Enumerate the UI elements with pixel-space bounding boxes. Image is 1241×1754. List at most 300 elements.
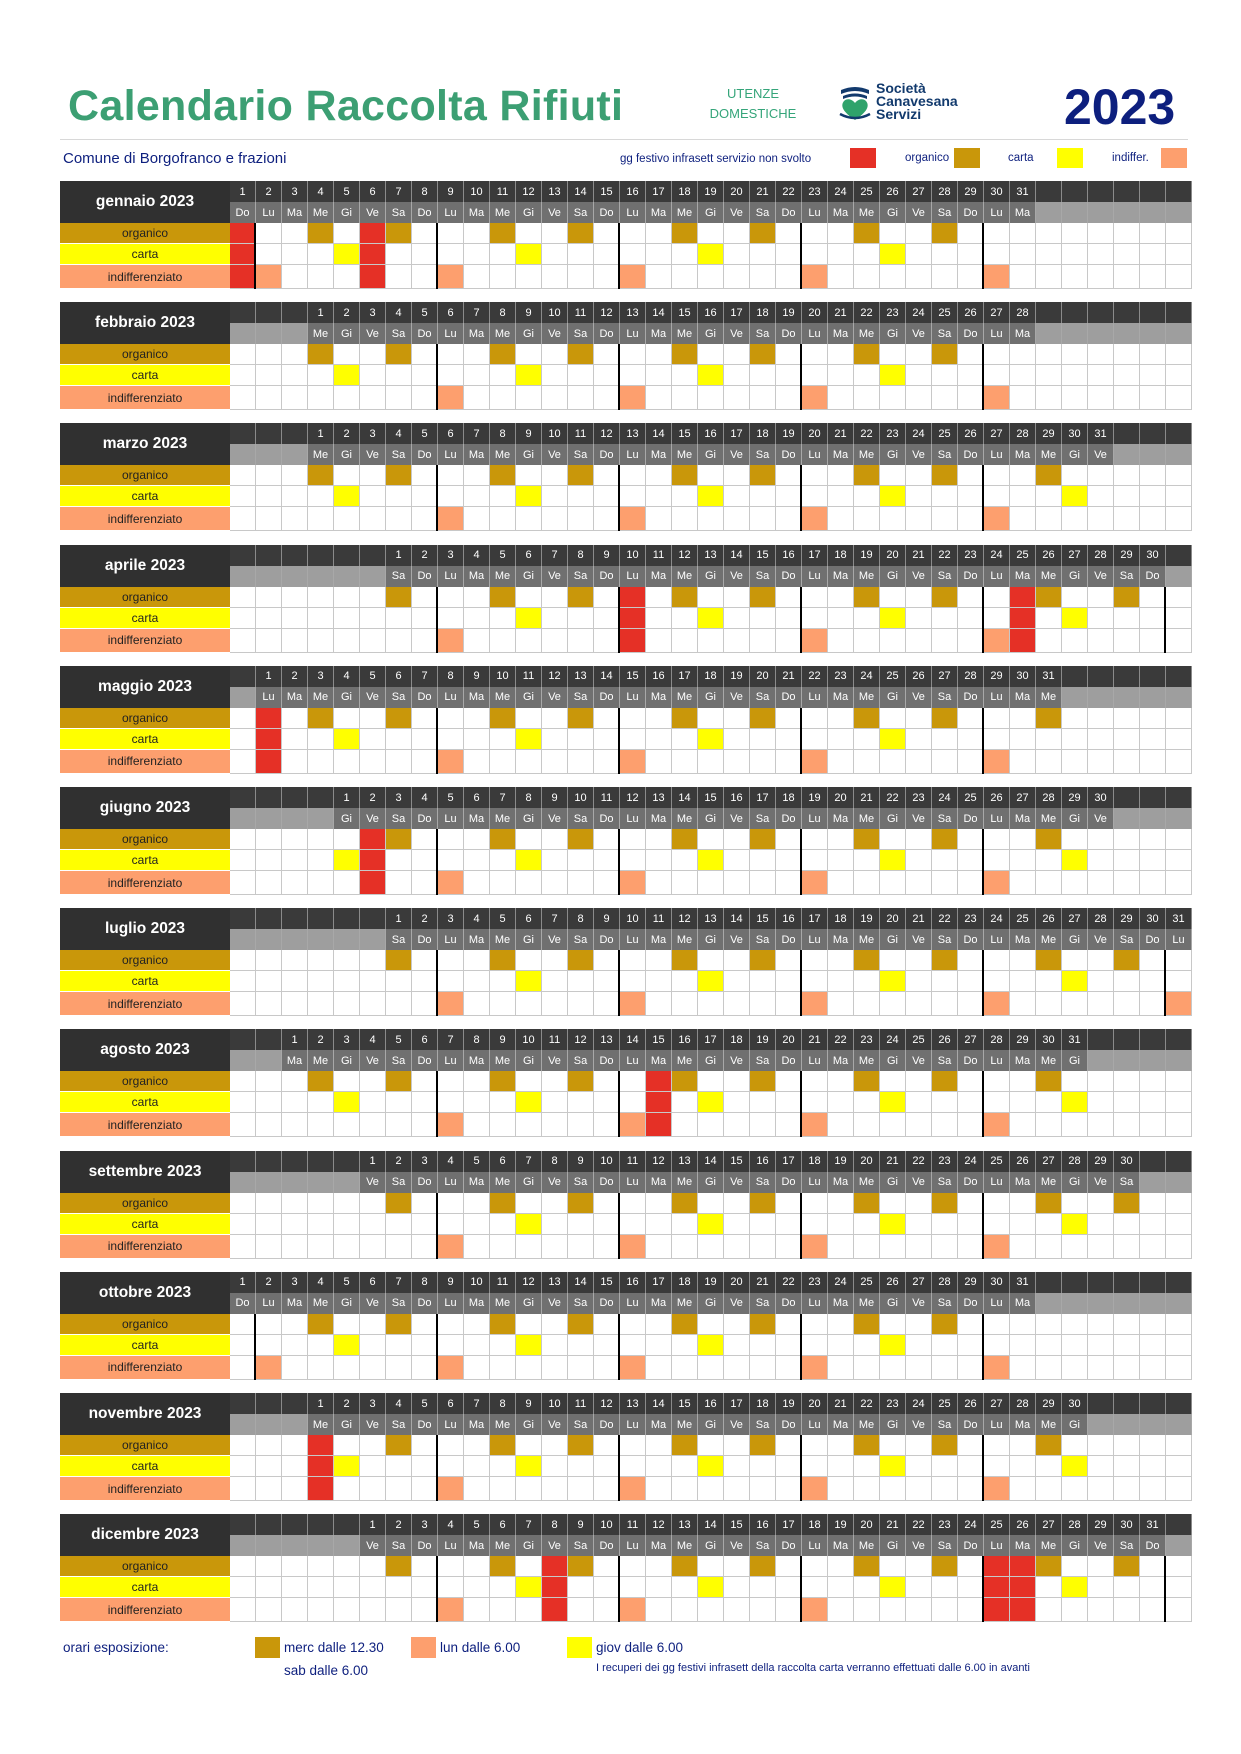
empty-cell — [386, 1235, 412, 1259]
weekday-label: Lu — [802, 808, 828, 829]
day-number: 19 — [724, 666, 750, 687]
empty-cell — [256, 1477, 282, 1501]
empty-cell — [464, 486, 490, 507]
empty-cell — [698, 708, 724, 729]
empty-cell — [1036, 202, 1062, 223]
day-number: 10 — [542, 1393, 568, 1414]
empty-cell — [568, 1456, 594, 1477]
row-label-carta: carta — [60, 244, 230, 265]
row-label-carta: carta — [60, 971, 230, 992]
empty-cell — [282, 992, 308, 1016]
organico-cell — [568, 1556, 594, 1577]
empty-cell — [282, 302, 308, 323]
weekday-label: Gi — [516, 1050, 542, 1071]
weekday-label: Sa — [386, 929, 412, 950]
holiday-cell — [256, 750, 282, 774]
empty-cell — [516, 1071, 542, 1092]
empty-cell — [1166, 1393, 1192, 1414]
day-number: 19 — [776, 423, 802, 444]
empty-cell — [932, 507, 958, 531]
weekday-label: Ve — [724, 1535, 750, 1556]
weekday-label: Ma — [464, 1535, 490, 1556]
weekday-label: Sa — [932, 1414, 958, 1435]
empty-cell — [594, 750, 620, 774]
empty-cell — [776, 750, 802, 774]
day-number: 22 — [776, 1272, 802, 1293]
empty-cell — [1088, 265, 1114, 289]
empty-cell — [1010, 992, 1036, 1016]
empty-cell — [230, 386, 256, 410]
empty-cell — [542, 486, 568, 507]
empty-cell — [932, 629, 958, 653]
empty-cell — [282, 908, 308, 929]
empty-cell — [1088, 507, 1114, 531]
empty-cell — [1088, 629, 1114, 653]
weekday-label: Ve — [1088, 1172, 1114, 1193]
empty-cell — [620, 465, 646, 486]
empty-cell — [256, 1393, 282, 1414]
empty-cell — [1036, 1598, 1062, 1622]
empty-cell — [1166, 545, 1192, 566]
weekday-label: Me — [1036, 1172, 1062, 1193]
weekday-label: Ma — [646, 444, 672, 465]
weekday-label: Me — [854, 1414, 880, 1435]
carta-cell — [516, 365, 542, 386]
weekday-label: Ve — [906, 1050, 932, 1071]
weekday-label: Me — [854, 929, 880, 950]
weekday-label: Me — [854, 1050, 880, 1071]
weekday-label: Do — [776, 566, 802, 587]
empty-cell — [516, 587, 542, 608]
holiday-cell — [360, 265, 386, 289]
empty-cell — [412, 365, 438, 386]
empty-cell — [516, 386, 542, 410]
empty-cell — [880, 708, 906, 729]
empty-cell — [646, 244, 672, 265]
day-number: 6 — [438, 302, 464, 323]
empty-cell — [1140, 1598, 1166, 1622]
weekday-label: Me — [308, 1414, 334, 1435]
empty-cell — [256, 1535, 282, 1556]
empty-cell — [334, 871, 360, 895]
holiday-cell — [984, 1598, 1010, 1622]
day-number: 30 — [1036, 1029, 1062, 1050]
empty-cell — [1062, 265, 1088, 289]
empty-cell — [464, 1456, 490, 1477]
empty-cell — [646, 465, 672, 486]
weekday-label: Me — [854, 1293, 880, 1314]
weekday-label: Ma — [1010, 929, 1036, 950]
empty-cell — [230, 1414, 256, 1435]
weekday-label: Me — [854, 323, 880, 344]
organico-cell — [490, 344, 516, 365]
empty-cell — [854, 1235, 880, 1259]
empty-cell — [854, 1214, 880, 1235]
day-number: 3 — [438, 545, 464, 566]
empty-cell — [620, 365, 646, 386]
empty-cell — [958, 1113, 984, 1137]
empty-cell — [698, 265, 724, 289]
empty-cell — [1114, 729, 1140, 750]
carta-cell — [698, 1092, 724, 1113]
empty-cell — [958, 992, 984, 1016]
carta-cell — [880, 1577, 906, 1598]
day-number: 31 — [1010, 181, 1036, 202]
empty-cell — [1140, 1092, 1166, 1113]
weekday-label: Lu — [984, 566, 1010, 587]
day-number: 31 — [1140, 1514, 1166, 1535]
legend-organico-label: organico — [905, 152, 950, 164]
day-number: 24 — [906, 1393, 932, 1414]
empty-cell — [308, 486, 334, 507]
day-number: 24 — [932, 787, 958, 808]
day-number: 30 — [1114, 1151, 1140, 1172]
empty-cell — [776, 365, 802, 386]
weekday-label: Ma — [828, 687, 854, 708]
empty-cell — [1062, 629, 1088, 653]
empty-cell — [256, 323, 282, 344]
empty-cell — [490, 1113, 516, 1137]
empty-cell — [620, 1193, 646, 1214]
empty-cell — [698, 587, 724, 608]
day-number: 11 — [542, 1029, 568, 1050]
empty-cell — [594, 1598, 620, 1622]
empty-cell — [334, 587, 360, 608]
day-number: 10 — [568, 787, 594, 808]
empty-cell — [698, 344, 724, 365]
empty-cell — [1140, 444, 1166, 465]
legend-festivo-label: gg festivo infrasett servizio non svolto — [620, 153, 812, 165]
organico-cell — [386, 587, 412, 608]
month-label: marzo 2023 — [60, 423, 230, 465]
carta-cell — [880, 729, 906, 750]
day-number: 14 — [646, 1393, 672, 1414]
empty-cell — [1140, 1293, 1166, 1314]
empty-cell — [672, 265, 698, 289]
carta-cell — [516, 244, 542, 265]
organico-cell — [386, 1314, 412, 1335]
day-number: 11 — [620, 1151, 646, 1172]
organico-cell — [1036, 950, 1062, 971]
empty-cell — [256, 1214, 282, 1235]
weekday-label: Lu — [984, 1414, 1010, 1435]
empty-cell — [1088, 1092, 1114, 1113]
indiff-cell — [438, 871, 464, 895]
empty-cell — [282, 950, 308, 971]
weekday-label: Ve — [542, 929, 568, 950]
carta-cell — [334, 1456, 360, 1477]
empty-cell — [1166, 1293, 1192, 1314]
empty-cell — [698, 871, 724, 895]
empty-cell — [230, 1456, 256, 1477]
weekday-label: Do — [412, 1293, 438, 1314]
day-number: 25 — [906, 1029, 932, 1050]
empty-cell — [438, 971, 464, 992]
day-number: 9 — [490, 1029, 516, 1050]
empty-cell — [1088, 486, 1114, 507]
empty-cell — [906, 1214, 932, 1235]
empty-cell — [620, 244, 646, 265]
empty-cell — [230, 871, 256, 895]
day-number: 18 — [672, 181, 698, 202]
empty-cell — [412, 1092, 438, 1113]
empty-cell — [360, 708, 386, 729]
indiff-cell — [256, 265, 282, 289]
weekday-label: Gi — [698, 1414, 724, 1435]
empty-cell — [594, 729, 620, 750]
empty-cell — [1140, 829, 1166, 850]
empty-cell — [698, 1356, 724, 1380]
empty-cell — [1140, 1577, 1166, 1598]
weekday-label: Sa — [568, 566, 594, 587]
empty-cell — [516, 750, 542, 774]
organico-cell — [750, 344, 776, 365]
row-label-carta: carta — [60, 1335, 230, 1356]
empty-cell — [256, 1092, 282, 1113]
holiday-cell — [360, 829, 386, 850]
empty-cell — [646, 265, 672, 289]
empty-cell — [620, 486, 646, 507]
empty-cell — [620, 1092, 646, 1113]
empty-cell — [1088, 1272, 1114, 1293]
empty-cell — [724, 1456, 750, 1477]
empty-cell — [1114, 1029, 1140, 1050]
day-number: 15 — [672, 302, 698, 323]
empty-cell — [1166, 750, 1192, 774]
weekday-label: Sa — [568, 323, 594, 344]
weekday-label: Me — [490, 687, 516, 708]
empty-cell — [256, 1235, 282, 1259]
empty-cell — [906, 829, 932, 850]
empty-cell — [646, 608, 672, 629]
weekday-label: Gi — [334, 1293, 360, 1314]
empty-cell — [958, 1356, 984, 1380]
weekday-label: Gi — [1062, 566, 1088, 587]
empty-cell — [1114, 1071, 1140, 1092]
day-number: 10 — [490, 666, 516, 687]
empty-cell — [1166, 1314, 1192, 1335]
empty-cell — [568, 608, 594, 629]
empty-cell — [1140, 687, 1166, 708]
empty-cell — [828, 971, 854, 992]
day-number: 2 — [256, 1272, 282, 1293]
row-label-carta: carta — [60, 729, 230, 750]
month-block — [60, 1272, 1188, 1380]
empty-cell — [646, 871, 672, 895]
empty-cell — [1166, 365, 1192, 386]
empty-cell — [1114, 1050, 1140, 1071]
empty-cell — [1114, 1314, 1140, 1335]
weekday-label: Lu — [438, 566, 464, 587]
empty-cell — [906, 1577, 932, 1598]
empty-cell — [1140, 587, 1166, 608]
empty-cell — [464, 344, 490, 365]
empty-cell — [282, 244, 308, 265]
weekday-label: Gi — [880, 323, 906, 344]
empty-cell — [750, 1113, 776, 1137]
empty-cell — [724, 608, 750, 629]
empty-cell — [958, 629, 984, 653]
weekday-label: Ma — [646, 202, 672, 223]
weekday-label: Sa — [568, 1172, 594, 1193]
logo-line-1: Società — [876, 80, 926, 96]
empty-cell — [230, 908, 256, 929]
weekday-label: Gi — [334, 808, 360, 829]
weekday-label: Me — [672, 1293, 698, 1314]
empty-cell — [724, 1335, 750, 1356]
empty-cell — [776, 1214, 802, 1235]
empty-cell — [360, 1193, 386, 1214]
weekday-label: Gi — [698, 1050, 724, 1071]
empty-cell — [542, 1356, 568, 1380]
empty-cell — [1062, 465, 1088, 486]
empty-cell — [282, 787, 308, 808]
empty-cell — [646, 950, 672, 971]
weekday-label: Lu — [802, 1172, 828, 1193]
empty-cell — [1088, 687, 1114, 708]
empty-cell — [490, 265, 516, 289]
holiday-cell — [308, 1477, 334, 1501]
empty-cell — [308, 1151, 334, 1172]
empty-cell — [1140, 1151, 1166, 1172]
empty-cell — [230, 829, 256, 850]
empty-cell — [828, 465, 854, 486]
day-number: 3 — [412, 1151, 438, 1172]
day-number: 4 — [386, 423, 412, 444]
day-number: 24 — [906, 302, 932, 323]
row-label-organico: organico — [60, 223, 230, 244]
weekday-label: Sa — [386, 1293, 412, 1314]
carta-cell — [1062, 1214, 1088, 1235]
empty-cell — [724, 729, 750, 750]
empty-cell — [1114, 750, 1140, 774]
day-number: 21 — [828, 423, 854, 444]
empty-cell — [1010, 1193, 1036, 1214]
weekday-label: Me — [672, 202, 698, 223]
weekday-label: Gi — [880, 1414, 906, 1435]
empty-cell — [906, 1477, 932, 1501]
month-block — [60, 545, 1188, 653]
empty-cell — [1036, 181, 1062, 202]
weekday-label: Do — [412, 202, 438, 223]
weekday-label: Gi — [516, 1172, 542, 1193]
weekday-label: Do — [594, 929, 620, 950]
empty-cell — [906, 344, 932, 365]
empty-cell — [1114, 1293, 1140, 1314]
empty-cell — [334, 1151, 360, 1172]
empty-cell — [1166, 386, 1192, 410]
organico-cell — [386, 1435, 412, 1456]
empty-cell — [1088, 1071, 1114, 1092]
empty-cell — [1166, 608, 1192, 629]
weekday-label: Me — [1036, 566, 1062, 587]
empty-cell — [282, 1414, 308, 1435]
empty-cell — [776, 992, 802, 1016]
weekday-label: Sa — [1114, 1172, 1140, 1193]
empty-cell — [282, 708, 308, 729]
empty-cell — [672, 992, 698, 1016]
empty-cell — [360, 1113, 386, 1137]
empty-cell — [672, 971, 698, 992]
empty-cell — [1166, 1272, 1192, 1293]
empty-cell — [1062, 1193, 1088, 1214]
empty-cell — [542, 465, 568, 486]
empty-cell — [230, 302, 256, 323]
weekday-label: Sa — [386, 1535, 412, 1556]
empty-cell — [1062, 1335, 1088, 1356]
weekday-label: Sa — [932, 808, 958, 829]
empty-cell — [776, 507, 802, 531]
organico-cell — [854, 950, 880, 971]
empty-cell — [750, 1598, 776, 1622]
empty-cell — [308, 1335, 334, 1356]
empty-cell — [1140, 729, 1166, 750]
carta-cell — [698, 729, 724, 750]
day-number: 16 — [620, 181, 646, 202]
row-label-indiff: indifferenziato — [60, 386, 230, 410]
empty-cell — [1140, 1414, 1166, 1435]
empty-cell — [724, 587, 750, 608]
day-number: 12 — [594, 302, 620, 323]
empty-cell — [646, 1556, 672, 1577]
day-number: 23 — [880, 423, 906, 444]
organico-cell — [490, 950, 516, 971]
empty-cell — [516, 829, 542, 850]
indiff-cell — [984, 1477, 1010, 1501]
weekday-label: Ma — [646, 1050, 672, 1071]
day-number: 30 — [1088, 787, 1114, 808]
indiff-cell — [620, 265, 646, 289]
empty-cell — [490, 507, 516, 531]
empty-cell — [958, 829, 984, 850]
indiff-cell — [438, 1113, 464, 1137]
empty-cell — [412, 265, 438, 289]
empty-cell — [230, 1071, 256, 1092]
weekday-label: Ma — [1010, 566, 1036, 587]
day-number: 30 — [984, 181, 1010, 202]
weekday-label: Sa — [386, 687, 412, 708]
day-number: 20 — [880, 545, 906, 566]
empty-cell — [594, 1092, 620, 1113]
weekday-label: Sa — [932, 687, 958, 708]
day-number: 1 — [308, 423, 334, 444]
empty-cell — [828, 1113, 854, 1137]
weekday-label: Gi — [334, 1050, 360, 1071]
holiday-cell — [256, 708, 282, 729]
day-number: 31 — [1036, 666, 1062, 687]
weekday-label: Sa — [386, 808, 412, 829]
empty-cell — [698, 1071, 724, 1092]
empty-cell — [542, 244, 568, 265]
empty-cell — [828, 608, 854, 629]
empty-cell — [750, 386, 776, 410]
empty-cell — [230, 992, 256, 1016]
empty-cell — [594, 1435, 620, 1456]
empty-cell — [516, 465, 542, 486]
empty-cell — [360, 750, 386, 774]
empty-cell — [1088, 1050, 1114, 1071]
organico-cell — [490, 1193, 516, 1214]
empty-cell — [256, 1050, 282, 1071]
empty-cell — [672, 1577, 698, 1598]
weekday-label: Lu — [984, 1050, 1010, 1071]
empty-cell — [1140, 386, 1166, 410]
empty-cell — [750, 750, 776, 774]
empty-cell — [906, 365, 932, 386]
day-number: 26 — [984, 787, 1010, 808]
weekday-label: Ma — [1010, 1293, 1036, 1314]
day-number: 13 — [698, 908, 724, 929]
